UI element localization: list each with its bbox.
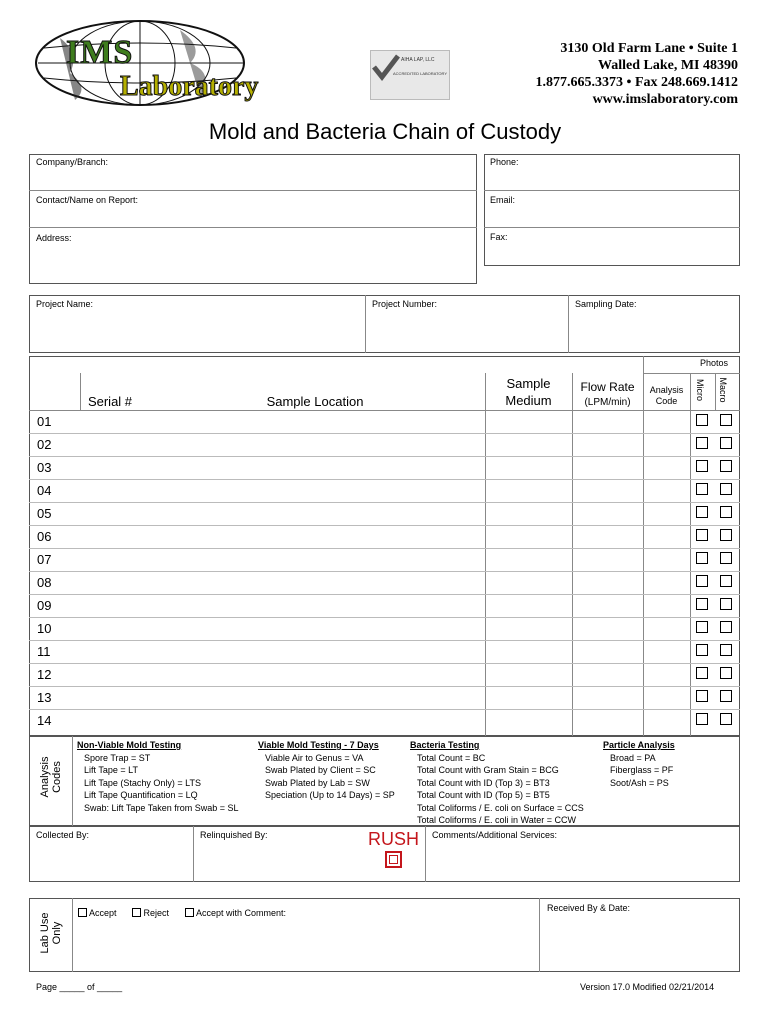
collected-by-field[interactable]: Collected By:: [36, 830, 90, 840]
page-number: Page _____ of _____: [36, 982, 123, 992]
macro-photo-checkbox[interactable]: [720, 621, 732, 633]
accept-label: Accept: [89, 908, 117, 918]
macro-photo-checkbox[interactable]: [720, 529, 732, 541]
company-logo: [30, 18, 280, 110]
macro-photo-checkbox[interactable]: [720, 598, 732, 610]
viable-heading: Viable Mold Testing - 7 Days: [258, 740, 379, 750]
row-serial-number: 05: [37, 506, 52, 521]
code-item: Total Count = BC: [417, 752, 486, 763]
non-viable-codes: [77, 739, 239, 814]
row-serial-number: 11: [37, 644, 51, 659]
reject-checkbox[interactable]: [132, 908, 141, 917]
project-number-field[interactable]: Project Number:: [372, 299, 438, 309]
code-item: Viable Air to Genus = VA: [265, 752, 364, 763]
flow-rate-line1: Flow Rate: [580, 380, 635, 394]
macro-photo-checkbox[interactable]: [720, 552, 732, 564]
analysis-codes-label-line2: Codes: [51, 761, 63, 793]
sample-medium-header: [485, 375, 572, 409]
sample-table: [29, 356, 740, 736]
macro-photo-checkbox[interactable]: [720, 690, 732, 702]
company-branch-field[interactable]: Company/Branch:: [36, 157, 109, 167]
client-info-right-box: [484, 154, 740, 266]
macro-photo-checkbox[interactable]: [720, 644, 732, 656]
lab-use-label-line1: Lab Use: [39, 912, 51, 954]
flow-rate-header: [572, 380, 643, 410]
code-item: Lift Tape = LT: [84, 765, 138, 775]
accept-comment-option[interactable]: [185, 908, 286, 918]
macro-header: Macro: [718, 377, 728, 403]
accept-option[interactable]: [78, 908, 117, 918]
contact-name-field[interactable]: Contact/Name on Report:: [36, 195, 139, 205]
analysis-code-line2: Code: [655, 396, 678, 406]
row-serial-number: 02: [37, 437, 52, 452]
code-item: Total Coliforms / E. coli on Surface = CCS: [417, 802, 584, 813]
photos-header: Photos: [700, 358, 729, 368]
row-serial-number: 10: [37, 621, 52, 636]
lab-use-label-line2: Only: [51, 921, 63, 945]
micro-photo-checkbox[interactable]: [696, 414, 708, 426]
lab-use-label: [39, 893, 63, 973]
code-item: Soot/Ash = PS: [610, 777, 669, 788]
analysis-code-header: [643, 385, 690, 407]
micro-photo-checkbox[interactable]: [696, 552, 708, 564]
micro-photo-checkbox[interactable]: [696, 460, 708, 472]
micro-photo-checkbox[interactable]: [696, 644, 708, 656]
viable-codes: [258, 739, 395, 802]
email-field[interactable]: Email:: [490, 195, 516, 205]
row-serial-number: 09: [37, 598, 52, 613]
analysis-codes-label-line1: Analysis: [39, 756, 51, 798]
code-item: Fiberglass = PF: [610, 765, 674, 775]
code-item: Lift Tape Quantification = LQ: [84, 790, 198, 800]
logo-text-ims: IMS: [66, 34, 134, 71]
address-line-3: 1.877.665.3373 • Fax 248.669.1412: [535, 75, 738, 90]
rush-checkbox[interactable]: [385, 851, 402, 868]
row-serial-number: 07: [37, 552, 52, 567]
relinquished-by-field[interactable]: Relinquished By:: [200, 830, 268, 840]
client-info-left-box: [29, 154, 477, 284]
sampling-date-field[interactable]: Sampling Date:: [575, 299, 637, 309]
row-serial-number: 06: [37, 529, 52, 544]
macro-photo-checkbox[interactable]: [720, 575, 732, 587]
row-serial-number: 14: [37, 713, 52, 728]
accept-checkbox[interactable]: [78, 908, 87, 917]
sample-medium-line2: Medium: [505, 393, 552, 408]
row-serial-number: 12: [37, 667, 52, 682]
row-serial-number: 04: [37, 483, 52, 498]
form-title: Mold and Bacteria Chain of Custody: [208, 119, 562, 144]
logo-text-laboratory: Laboratory: [120, 71, 259, 102]
macro-photo-checkbox[interactable]: [720, 506, 732, 518]
code-item: Total Count with Gram Stain = BCG: [417, 765, 559, 775]
code-item: Broad = PA: [610, 752, 656, 763]
flow-rate-line2: (LPM/min): [584, 397, 631, 408]
code-item: Lift Tape (Stachy Only) = LTS: [84, 777, 201, 788]
row-serial-number: 13: [37, 690, 52, 705]
non-viable-heading: Non-Viable Mold Testing: [77, 740, 182, 750]
accreditation-line1: AIHA LAP, LLC: [401, 57, 435, 63]
received-by-field[interactable]: Received By & Date:: [547, 903, 631, 913]
code-item: Spore Trap = ST: [84, 752, 151, 763]
macro-photo-checkbox[interactable]: [720, 437, 732, 449]
micro-photo-checkbox[interactable]: [696, 621, 708, 633]
phone-field[interactable]: Phone:: [490, 157, 519, 167]
address-line-4: www.imslaboratory.com: [592, 92, 738, 107]
row-serial-number: 03: [37, 460, 52, 475]
fax-field[interactable]: Fax:: [490, 232, 508, 242]
address-line-1: 3130 Old Farm Lane • Suite 1: [560, 41, 738, 56]
version-info: Version 17.0 Modified 02/21/2014: [580, 982, 715, 992]
code-item: Total Coliforms / E. coli in Water = CCW: [417, 815, 576, 825]
address-line-2: Walled Lake, MI 48390: [597, 58, 738, 73]
code-item: Swab: Lift Tape Taken from Swab = SL: [84, 802, 239, 813]
accept-comment-label: Accept with Comment:: [196, 908, 287, 918]
code-item: Swab Plated by Client = SC: [265, 765, 376, 775]
micro-photo-checkbox[interactable]: [696, 529, 708, 541]
row-serial-number: 08: [37, 575, 52, 590]
micro-photo-checkbox[interactable]: [696, 506, 708, 518]
accreditation-badge: [370, 50, 450, 100]
micro-header: Micro: [695, 379, 705, 401]
analysis-code-line1: Analysis: [649, 385, 684, 395]
reject-label: Reject: [143, 908, 170, 918]
company-address: [536, 40, 738, 108]
particle-codes: [603, 739, 675, 789]
serial-header: Serial #: [87, 394, 133, 409]
analysis-codes-label: [39, 737, 63, 817]
micro-photo-checkbox[interactable]: [696, 483, 708, 495]
micro-photo-checkbox[interactable]: [696, 713, 708, 725]
row-serial-number: 01: [37, 414, 52, 429]
macro-photo-checkbox[interactable]: [720, 414, 732, 426]
bacteria-heading: Bacteria Testing: [410, 740, 480, 750]
comments-field[interactable]: Comments/Additional Services:: [432, 830, 558, 840]
checkmark-icon: [371, 53, 401, 83]
micro-photo-checkbox[interactable]: [696, 690, 708, 702]
code-item: Total Count with ID (Top 5) = BT5: [417, 790, 550, 800]
code-item: Speciation (Up to 14 Days) = SP: [265, 790, 395, 800]
particle-heading: Particle Analysis: [603, 740, 675, 750]
rush-label: RUSH: [368, 829, 420, 849]
accreditation-line2: ACCREDITED LABORATORY: [393, 71, 448, 76]
address-field[interactable]: Address:: [36, 233, 72, 243]
macro-photo-checkbox[interactable]: [720, 667, 732, 679]
sample-location-header: Sample Location: [266, 394, 364, 409]
project-name-field[interactable]: Project Name:: [36, 299, 94, 309]
micro-photo-checkbox[interactable]: [696, 667, 708, 679]
macro-photo-checkbox[interactable]: [720, 483, 732, 495]
accept-comment-checkbox[interactable]: [185, 908, 194, 917]
code-item: Swab Plated by Lab = SW: [265, 777, 370, 788]
macro-photo-checkbox[interactable]: [720, 460, 732, 472]
micro-photo-checkbox[interactable]: [696, 598, 708, 610]
micro-photo-checkbox[interactable]: [696, 437, 708, 449]
micro-photo-checkbox[interactable]: [696, 575, 708, 587]
code-item: Total Count with ID (Top 3) = BT3: [417, 777, 550, 788]
sample-medium-line1: Sample: [506, 376, 551, 391]
macro-photo-checkbox[interactable]: [720, 713, 732, 725]
bacteria-codes: [410, 739, 584, 827]
reject-option[interactable]: [132, 908, 169, 918]
